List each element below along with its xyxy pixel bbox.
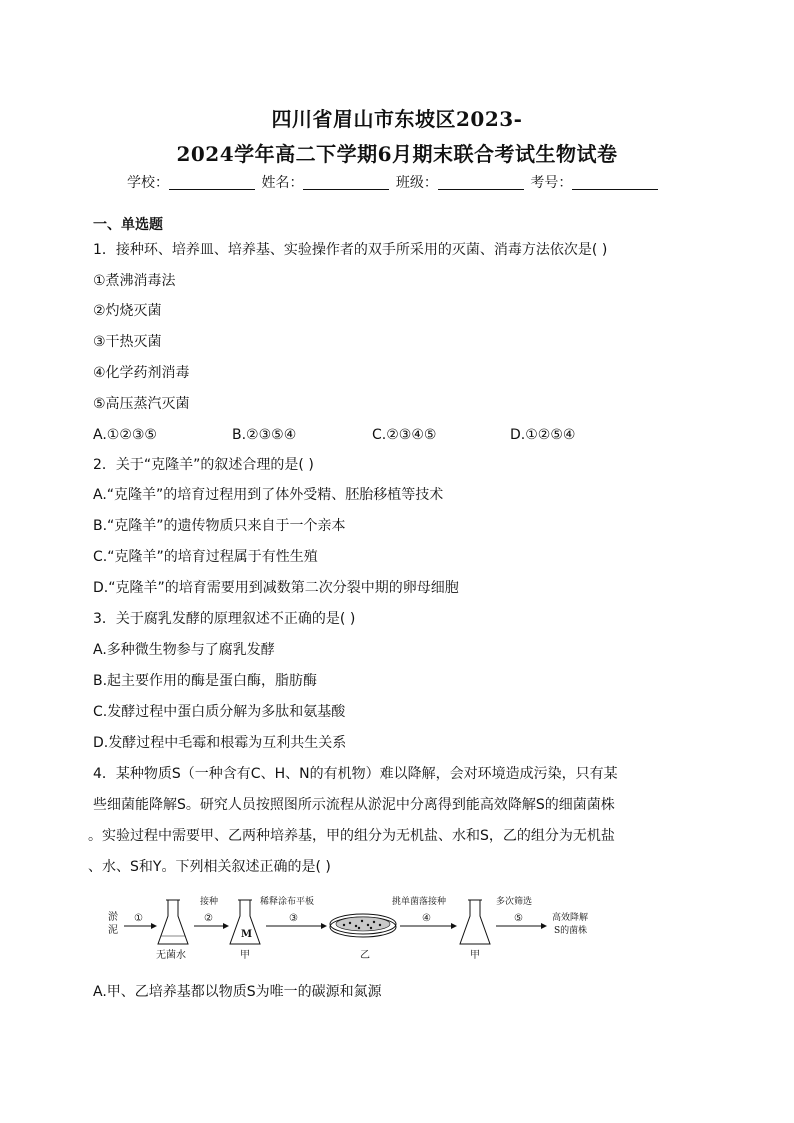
q1-item: ④化学药剂消毒 <box>93 365 190 381</box>
diagram-end-label: 高效降解 <box>552 913 589 923</box>
exam-title-line-2: 2024学年高二下学期6月期末联合考试生物试卷 <box>176 142 618 166</box>
petri-dish-icon <box>330 914 396 937</box>
class-label: 班级： <box>395 175 438 191</box>
step-number: ② <box>204 913 213 924</box>
step-number: ① <box>134 913 143 924</box>
flask-label: 甲 <box>240 950 250 961</box>
q2-option-c[interactable]: C.“克隆羊”的培育过程属于有性生殖 <box>93 549 318 565</box>
flask-label: 无菌水 <box>156 950 186 961</box>
diagram-start-label: 泥 <box>108 925 118 936</box>
q1-item: ③干热灭菌 <box>93 334 162 350</box>
q1-item: ②灼烧灭菌 <box>93 303 162 319</box>
school-blank[interactable] <box>169 175 255 190</box>
step-label: 接种 <box>200 897 219 907</box>
step-label: 稀释涂布平板 <box>260 897 315 907</box>
exam-number-label: 考号： <box>530 175 573 191</box>
q2-option-b[interactable]: B.“克隆羊”的遗传物质只来自于一个亲本 <box>93 518 346 534</box>
flask-inner-label: M <box>241 929 253 940</box>
school-label: 学校： <box>127 175 169 191</box>
q1-option-a[interactable]: A.①②③⑤ <box>93 427 157 443</box>
class-blank[interactable] <box>438 175 524 190</box>
q3-stem: 3．关于腐乳发酵的原理叙述不正确的是( ) <box>93 611 356 627</box>
step-number: ④ <box>422 913 431 924</box>
step-label: 多次筛选 <box>496 897 533 907</box>
q1-option-c[interactable]: C.②③④⑤ <box>372 427 437 443</box>
student-info-row <box>127 172 660 192</box>
q3-option-a[interactable]: A.多种微生物参与了腐乳发酵 <box>93 642 275 658</box>
name-label: 姓名： <box>261 175 304 191</box>
name-blank[interactable] <box>303 175 389 190</box>
flask-icon <box>158 900 188 944</box>
exam-number-blank[interactable] <box>572 175 658 190</box>
q3-option-d[interactable]: D.发酵过程中毛霉和根霉为互利共生关系 <box>93 735 347 751</box>
q3-option-b[interactable]: B.起主要作用的酶是蛋白酶，脂肪酶 <box>93 673 318 689</box>
step-number: ③ <box>289 913 298 924</box>
flask-label: 甲 <box>470 950 480 961</box>
q4-stem-line: 4．某种物质S（一种含有C、H、N的有机物）难以降解，会对环境造成污染，只有某 <box>93 766 618 782</box>
experiment-flow-diagram <box>100 890 600 970</box>
q2-option-a[interactable]: A.“克隆羊”的培育过程用到了体外受精、胚胎移植等技术 <box>93 487 444 503</box>
q1-item: ①煮沸消毒法 <box>93 273 176 289</box>
q1-option-d[interactable]: D.①②⑤④ <box>510 427 576 443</box>
step-number: ⑤ <box>514 913 523 924</box>
q1-stem: 1．接种环、培养皿、培养基、实验操作者的双手所采用的灭菌、消毒方法依次是( ) <box>93 242 608 258</box>
q2-option-d[interactable]: D.“克隆羊”的培育需要用到减数第二次分裂中期的卵母细胞 <box>93 580 459 596</box>
flask-icon <box>460 900 490 944</box>
section-heading: 一、单选题 <box>93 217 163 233</box>
q1-item: ⑤高压蒸汽灭菌 <box>93 396 190 412</box>
step-label: 挑单菌落接种 <box>392 897 447 907</box>
diagram-start-label: 淤 <box>108 912 118 923</box>
q1-option-b[interactable]: B.②③⑤④ <box>232 427 297 443</box>
exam-title-line-1: 四川省眉山市东坡区2023- <box>271 107 523 131</box>
q2-stem: 2．关于“克隆羊”的叙述合理的是( ) <box>93 457 314 473</box>
dish-label: 乙 <box>360 950 370 961</box>
q4-stem-line: 、水、S和Y。下列相关叙述正确的是( ) <box>88 859 331 875</box>
q4-stem-line: 些细菌能降解S。研究人员按照图所示流程从淤泥中分离得到能高效降解S的细菌菌株 <box>93 797 615 813</box>
q3-option-c[interactable]: C.发酵过程中蛋白质分解为多肽和氨基酸 <box>93 704 346 720</box>
q4-option-a[interactable]: A.甲、乙培养基都以物质S为唯一的碳源和氮源 <box>93 984 382 1000</box>
q4-stem-line: 。实验过程中需要甲、乙两种培养基，甲的组分为无机盐、水和S，乙的组分为无机盐 <box>88 828 615 844</box>
diagram-end-label: S的菌株 <box>554 926 588 936</box>
